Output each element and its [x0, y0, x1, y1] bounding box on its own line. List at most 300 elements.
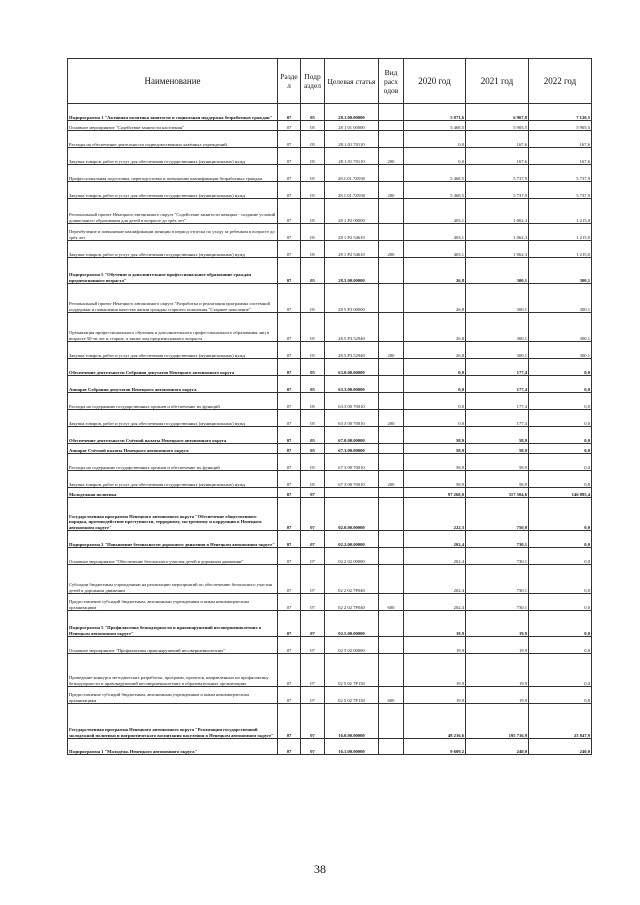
- row-value-2022: 0,0: [529, 410, 592, 427]
- table-row: [68, 313, 592, 342]
- row-value-2022: 0,0: [529, 359, 592, 376]
- row-section: 07: [278, 410, 301, 427]
- row-value-2021: 167,6: [466, 148, 529, 165]
- row-value-2021: 730,1: [466, 531, 529, 548]
- row-target-article: 28 1 P2 54610: [325, 224, 379, 241]
- header-year-2020: 2020 год: [404, 59, 466, 104]
- row-value-2021: 5 905,5: [466, 121, 529, 131]
- row-value-2021: 58,9: [466, 471, 529, 488]
- row-value-2022: 0,0: [529, 376, 592, 393]
- row-section: 07: [278, 131, 301, 148]
- row-value-2022: 0,0: [529, 498, 592, 531]
- row-value-2021: 5 737,9: [466, 165, 529, 182]
- row-value-2020: 403,1: [404, 199, 466, 224]
- row-value-2021: 167,6: [466, 131, 529, 148]
- row-subsection: 07: [301, 531, 325, 548]
- row-value-2020: 26,8: [404, 258, 466, 284]
- row-section: 07: [278, 654, 301, 687]
- table-row: [68, 427, 592, 444]
- row-value-2022: 5 905,5: [529, 121, 592, 131]
- table-row: [68, 654, 592, 687]
- table-row: [68, 565, 592, 594]
- row-value-2022: 300,1: [529, 284, 592, 313]
- row-expense-type: 200: [379, 241, 404, 258]
- row-expense-type: [379, 393, 404, 410]
- row-expense-type: [379, 704, 404, 739]
- page-number: 38: [314, 862, 326, 876]
- row-subsection: 07: [301, 594, 325, 611]
- row-expense-type: 200: [379, 471, 404, 488]
- row-value-2022: 0,0: [529, 637, 592, 654]
- row-section: 07: [278, 199, 301, 224]
- row-subsection: 05: [301, 148, 325, 165]
- row-subsection: 05: [301, 359, 325, 376]
- row-value-2021: 300,1: [466, 342, 529, 359]
- row-value-2020: 0,0: [404, 410, 466, 427]
- row-value-2022: 0,0: [529, 548, 592, 565]
- row-target-article: 28.5.00.00000: [325, 258, 379, 284]
- table-row: [68, 687, 592, 704]
- row-value-2022: 5 737,9: [529, 182, 592, 199]
- row-target-article: 28 1 P2 00000: [325, 199, 379, 224]
- row-name: Предоставление субсидий бюджетным, автономным учреждениям и иным некоммерческим организациям: [68, 687, 278, 704]
- row-name: Подпрограмма 5 "Профилактика безнадзорности и правонарушений несовершеннолетних в Ненецком автономном округе": [68, 611, 278, 637]
- row-value-2021: 195 716,9: [466, 704, 529, 739]
- row-value-2020: 202,4: [404, 594, 466, 611]
- table-row: [68, 284, 592, 313]
- table-row: [68, 104, 592, 121]
- row-value-2020: 403,1: [404, 241, 466, 258]
- row-target-article: 16.0.00.00000: [325, 704, 379, 739]
- row-value-2020: 403,1: [404, 224, 466, 241]
- row-value-2022: 0,0: [529, 565, 592, 594]
- row-section: 07: [278, 342, 301, 359]
- row-name: Субсидии бюджетным учреждениям на реализацию мероприятий по обеспечению безопасного участия детей в дорожном движении: [68, 565, 278, 594]
- header-name: Наименование: [68, 59, 278, 104]
- row-value-2022: 240,0: [529, 739, 592, 755]
- row-value-2020: 0,0: [404, 359, 466, 376]
- row-value-2020: 19,9: [404, 611, 466, 637]
- row-expense-type: [379, 104, 404, 121]
- row-expense-type: [379, 258, 404, 284]
- row-value-2020: 9 609,2: [404, 739, 466, 755]
- row-subsection: 05: [301, 131, 325, 148]
- row-value-2022: 300,1: [529, 258, 592, 284]
- row-expense-type: [379, 454, 404, 471]
- row-target-article: 28 1 01 00000: [325, 121, 379, 131]
- table-row: [68, 498, 592, 531]
- table-row: [68, 224, 592, 241]
- row-target-article: [325, 488, 379, 498]
- row-value-2021: 1 062,3: [466, 224, 529, 241]
- row-value-2022: 25 847,9: [529, 704, 592, 739]
- row-target-article: 63.3 00 70010: [325, 393, 379, 410]
- row-name: Закупка товаров, работ и услуг для обеспечения государственных (муниципальных) нужд: [68, 342, 278, 359]
- row-value-2020: 0,0: [404, 393, 466, 410]
- row-subsection: 05: [301, 444, 325, 454]
- row-expense-type: [379, 739, 404, 755]
- row-name: Подпрограмма 1 "Молодёжь Ненецкого автономного округа": [68, 739, 278, 755]
- row-value-2020: 48 216,6: [404, 704, 466, 739]
- table-row: [68, 182, 592, 199]
- row-value-2020: 0,0: [404, 131, 466, 148]
- table-row: [68, 359, 592, 376]
- row-expense-type: [379, 488, 404, 498]
- row-subsection: 05: [301, 182, 325, 199]
- row-value-2021: 58,9: [466, 454, 529, 471]
- row-value-2022: 0,0: [529, 454, 592, 471]
- row-expense-type: [379, 531, 404, 548]
- row-value-2022: 146 885,4: [529, 488, 592, 498]
- row-expense-type: [379, 498, 404, 531]
- row-value-2021: 5 737,9: [466, 182, 529, 199]
- table-row: [68, 258, 592, 284]
- row-target-article: 28.1.01.70110: [325, 148, 379, 165]
- row-section: 07: [278, 224, 301, 241]
- row-expense-type: 200: [379, 182, 404, 199]
- row-expense-type: 200: [379, 148, 404, 165]
- row-section: 07: [278, 359, 301, 376]
- table-row: [68, 531, 592, 548]
- row-value-2020: 58,9: [404, 427, 466, 444]
- row-subsection: 07: [301, 704, 325, 739]
- row-name: Закупка товаров, работ и услуг для обеспечения государственных (муниципальных) нужд: [68, 148, 278, 165]
- row-value-2022: 0,0: [529, 427, 592, 444]
- row-value-2020: 19,9: [404, 654, 466, 687]
- row-section: 07: [278, 241, 301, 258]
- row-name: Государственная программа Ненецкого автономного округа "Реализация государственной молодежной политики и патриотического воспитания населения в Ненецком автономном округе": [68, 704, 278, 739]
- row-target-article: 67.0.00.00000: [325, 427, 379, 444]
- row-section: 07: [278, 594, 301, 611]
- row-subsection: 07: [301, 654, 325, 687]
- table-row: [68, 165, 592, 182]
- row-target-article: 28.5.P3.52940: [325, 342, 379, 359]
- row-name: Молодежная политика: [68, 488, 278, 498]
- row-section: 07: [278, 687, 301, 704]
- row-target-article: 02 5 02 7P130: [325, 687, 379, 704]
- row-value-2021: 177,4: [466, 410, 529, 427]
- row-expense-type: [379, 376, 404, 393]
- row-section: 07: [278, 454, 301, 471]
- table-header-row: [68, 59, 592, 104]
- row-value-2022: 0,0: [529, 531, 592, 548]
- table-row: [68, 471, 592, 488]
- row-value-2021: 300,1: [466, 258, 529, 284]
- table-row: [68, 594, 592, 611]
- row-target-article: 16.1.00.00000: [325, 739, 379, 755]
- table-row: [68, 454, 592, 471]
- row-value-2021: 750,0: [466, 498, 529, 531]
- row-name: Предоставление субсидий бюджетным, автономным учреждениям и иным некоммерческим организациям: [68, 594, 278, 611]
- row-name: Региональный проект Ненецкого автономного округа "Разработка и реализация программы системной поддержки и повышения качества жизни граждан старшего поколения "Старшее поколение": [68, 284, 278, 313]
- row-value-2020: 58,9: [404, 471, 466, 488]
- table-row: [68, 739, 592, 755]
- table-row: [68, 342, 592, 359]
- row-name: Аппарат Счётной палаты Ненецкого автономного округа: [68, 444, 278, 454]
- row-name: Обеспечение деятельности Собрания депутатов Ненецкого автономного округа: [68, 359, 278, 376]
- row-value-2020: 26,8: [404, 284, 466, 313]
- table-row: [68, 548, 592, 565]
- row-target-article: 63.0.00.00000: [325, 359, 379, 376]
- row-section: 07: [278, 611, 301, 637]
- row-section: 07: [278, 165, 301, 182]
- row-subsection: 05: [301, 410, 325, 427]
- row-subsection: 07: [301, 687, 325, 704]
- row-target-article: 02 2 02 7P040: [325, 565, 379, 594]
- table-row: [68, 444, 592, 454]
- header-year-2022: 2022 год: [529, 59, 592, 104]
- row-name: Профессиональная подготовка, переподготовка и повышение квалификации безработных граждан: [68, 165, 278, 182]
- row-name: Подпрограмма 2 "Повышение безопасности дорожного движения в Ненецком автономном округе": [68, 531, 278, 548]
- row-subsection: 05: [301, 241, 325, 258]
- row-value-2020: 58,9: [404, 454, 466, 471]
- table-body: [68, 104, 592, 755]
- row-section: 07: [278, 121, 301, 131]
- row-value-2021: 19,9: [466, 654, 529, 687]
- row-value-2020: 97 268,0: [404, 488, 466, 498]
- row-subsection: 05: [301, 121, 325, 131]
- row-name: Подпрограмма 5 "Обучение и дополнительное профессиональное образование граждан предпенсионного возраста": [68, 258, 278, 284]
- row-value-2022: 0,0: [529, 687, 592, 704]
- row-target-article: 28 1 P2 54610: [325, 241, 379, 258]
- row-section: 07: [278, 313, 301, 342]
- header-section: Разде л: [278, 59, 301, 104]
- row-name: Расходы на обеспечение деятельности подведомственных казённых учреждений: [68, 131, 278, 148]
- row-subsection: 07: [301, 488, 325, 498]
- row-name: Обеспечение деятельности Счётной палаты Ненецкого автономного округа: [68, 427, 278, 444]
- row-name: Проведение конкурса методических разработок, программ, проектов, направленных на профилактику безнадзорности и правонарушений несовершеннолетних в образовательных организациях: [68, 654, 278, 687]
- budget-table-sheet: [67, 58, 591, 755]
- row-section: 07: [278, 531, 301, 548]
- row-section: 07: [278, 258, 301, 284]
- row-target-article: 28.1.01.7Z030: [325, 182, 379, 199]
- row-subsection: 07: [301, 637, 325, 654]
- row-expense-type: 600: [379, 594, 404, 611]
- header-target-article: Целевая статья: [325, 59, 379, 104]
- row-target-article: 28.1.01.70110: [325, 131, 379, 148]
- row-section: 07: [278, 637, 301, 654]
- row-section: 07: [278, 498, 301, 531]
- row-expense-type: [379, 444, 404, 454]
- row-name: Переобучение и повышение квалификации женщин в период отпуска по уходу за ребенком в возрасте до трёх лет: [68, 224, 278, 241]
- row-value-2021: 6 967,8: [466, 104, 529, 121]
- row-expense-type: [379, 224, 404, 241]
- row-name: Расходы на содержание государственных органов и обеспечение их функций: [68, 393, 278, 410]
- row-value-2021: 1 062,3: [466, 199, 529, 224]
- row-expense-type: [379, 121, 404, 131]
- row-value-2020: 19,9: [404, 687, 466, 704]
- row-name: Закупка товаров, работ и услуг для обеспечения государственных (муниципальных) нужд: [68, 410, 278, 427]
- table-row: [68, 611, 592, 637]
- row-name: Организация профессионального обучения и дополнительного профессионального образования лиц в возрасте 50-ти лет и старше, а также лиц предпенсионного возраста: [68, 313, 278, 342]
- row-target-article: 02.2.00.00000: [325, 531, 379, 548]
- row-target-article: 63.3.00.00000: [325, 376, 379, 393]
- header-year-2021: 2021 год: [466, 59, 529, 104]
- row-expense-type: [379, 548, 404, 565]
- row-expense-type: [379, 637, 404, 654]
- row-target-article: 28.1.01.7Z030: [325, 165, 379, 182]
- row-expense-type: [379, 199, 404, 224]
- row-target-article: 28.1.00.00000: [325, 104, 379, 121]
- row-value-2021: 730,1: [466, 565, 529, 594]
- row-target-article: 63 3 00 70010: [325, 410, 379, 427]
- row-value-2022: 1 215,0: [529, 241, 592, 258]
- row-section: 07: [278, 471, 301, 488]
- row-target-article: 02 5 02 00000: [325, 637, 379, 654]
- row-value-2021: 19,9: [466, 611, 529, 637]
- row-value-2020: 5 468,5: [404, 182, 466, 199]
- row-expense-type: [379, 654, 404, 687]
- table-row: [68, 241, 592, 258]
- row-value-2020: 26,8: [404, 342, 466, 359]
- row-expense-type: [379, 313, 404, 342]
- header-subsection: Подр аздел: [301, 59, 325, 104]
- row-section: 07: [278, 739, 301, 755]
- table-row: [68, 410, 592, 427]
- table-row: [68, 393, 592, 410]
- row-subsection: 07: [301, 498, 325, 531]
- row-section: 07: [278, 393, 301, 410]
- row-value-2022: 300,1: [529, 313, 592, 342]
- row-value-2020: 202,4: [404, 531, 466, 548]
- row-target-article: 02 2 02 7P040: [325, 594, 379, 611]
- row-value-2021: 58,9: [466, 427, 529, 444]
- row-section: 07: [278, 444, 301, 454]
- row-subsection: 05: [301, 393, 325, 410]
- row-value-2020: 58,9: [404, 444, 466, 454]
- row-value-2022: 0,0: [529, 611, 592, 637]
- row-expense-type: 600: [379, 687, 404, 704]
- row-target-article: 02.5.00.00000: [325, 611, 379, 637]
- row-target-article: 02 5 02 7P130: [325, 654, 379, 687]
- row-value-2022: 167,6: [529, 148, 592, 165]
- row-value-2022: 300,1: [529, 342, 592, 359]
- table-row: [68, 131, 592, 148]
- row-expense-type: [379, 359, 404, 376]
- row-subsection: 07: [301, 739, 325, 755]
- row-subsection: 05: [301, 165, 325, 182]
- row-section: 07: [278, 148, 301, 165]
- row-value-2021: 1 062,3: [466, 241, 529, 258]
- row-value-2020: 19,9: [404, 637, 466, 654]
- row-value-2022: 167,6: [529, 131, 592, 148]
- row-value-2020: 5 468,5: [404, 165, 466, 182]
- table-row: [68, 704, 592, 739]
- row-value-2022: 1 215,0: [529, 224, 592, 241]
- row-section: 07: [278, 488, 301, 498]
- row-value-2022: 0,0: [529, 393, 592, 410]
- row-target-article: 67.3.00.00000: [325, 444, 379, 454]
- row-subsection: 05: [301, 471, 325, 488]
- row-subsection: 05: [301, 199, 325, 224]
- row-name: Подпрограмма 1 "Активная политика занятости и социальная поддержка безработных граждан": [68, 104, 278, 121]
- header-expense-type: Вид расх одов: [379, 59, 404, 104]
- row-subsection: 05: [301, 224, 325, 241]
- row-subsection: 05: [301, 104, 325, 121]
- row-value-2021: 177,4: [466, 376, 529, 393]
- row-value-2021: 177,4: [466, 359, 529, 376]
- row-subsection: 05: [301, 342, 325, 359]
- table-row: [68, 121, 592, 131]
- row-name: Основное мероприятие "Профилактика правонарушений несовершеннолетних": [68, 637, 278, 654]
- row-value-2021: 730,1: [466, 548, 529, 565]
- row-name: Государственная программа Ненецкого автономного округа "Обеспечение общественного порядка, противодействие преступности, терроризму, экстремизму и коррупции в Ненецком автономном округе": [68, 498, 278, 531]
- row-subsection: 07: [301, 611, 325, 637]
- row-section: 07: [278, 565, 301, 594]
- row-subsection: 05: [301, 454, 325, 471]
- row-target-article: 02 2 02 00000: [325, 548, 379, 565]
- row-subsection: 07: [301, 548, 325, 565]
- table-row: [68, 637, 592, 654]
- row-value-2022: 1 215,0: [529, 199, 592, 224]
- row-section: 07: [278, 704, 301, 739]
- row-section: 07: [278, 104, 301, 121]
- row-value-2021: 19,9: [466, 637, 529, 654]
- table-row: [68, 148, 592, 165]
- row-value-2021: 58,9: [466, 444, 529, 454]
- row-expense-type: [379, 131, 404, 148]
- row-subsection: 05: [301, 376, 325, 393]
- row-name: Региональный проект Ненецкого автономного округа "Содействие занятости женщин - создание условий дошкольного образования для детей в возрасте до трёх лет": [68, 199, 278, 224]
- row-name: Закупка товаров, работ и услуг для обеспечения государственных (муниципальных) нужд: [68, 241, 278, 258]
- row-section: 07: [278, 376, 301, 393]
- row-value-2020: 0,0: [404, 148, 466, 165]
- row-subsection: 05: [301, 258, 325, 284]
- row-section: 07: [278, 427, 301, 444]
- row-value-2021: 317 504,6: [466, 488, 529, 498]
- table-row: [68, 488, 592, 498]
- row-value-2020: 202,4: [404, 548, 466, 565]
- row-name: Основное мероприятие "Обеспечение безопасного участия детей в дорожном движении": [68, 548, 278, 565]
- row-name: Закупка товаров, работ и услуг для обеспечения государственных (муниципальных) нужд: [68, 471, 278, 488]
- row-section: 07: [278, 284, 301, 313]
- row-subsection: 07: [301, 565, 325, 594]
- row-value-2021: 300,1: [466, 284, 529, 313]
- table-row: [68, 199, 592, 224]
- row-value-2021: 240,0: [466, 739, 529, 755]
- row-subsection: 05: [301, 427, 325, 444]
- row-subsection: 05: [301, 313, 325, 342]
- row-target-article: 02.0.00.00000: [325, 498, 379, 531]
- row-value-2020: 202,4: [404, 565, 466, 594]
- row-expense-type: [379, 565, 404, 594]
- budget-table: [67, 58, 592, 755]
- row-value-2021: 730,1: [466, 594, 529, 611]
- row-value-2022: 5 737,9: [529, 165, 592, 182]
- row-value-2020: 0,0: [404, 376, 466, 393]
- row-name: Основное мероприятие "Содействие занятости населения": [68, 121, 278, 131]
- row-value-2022: 0,0: [529, 444, 592, 454]
- row-name: Закупка товаров, работ и услуг для обеспечения государственных (муниципальных) нужд: [68, 182, 278, 199]
- row-value-2022: 0,0: [529, 654, 592, 687]
- row-value-2021: 177,4: [466, 393, 529, 410]
- row-value-2020: 26,8: [404, 313, 466, 342]
- table-row: [68, 376, 592, 393]
- row-value-2020: 5 468,5: [404, 121, 466, 131]
- row-value-2021: 19,9: [466, 687, 529, 704]
- row-expense-type: [379, 427, 404, 444]
- row-section: 07: [278, 182, 301, 199]
- row-target-article: 28.5.P3.52940: [325, 313, 379, 342]
- row-expense-type: 200: [379, 410, 404, 427]
- row-target-article: 28 5 P3 00000: [325, 284, 379, 313]
- row-value-2020: 222,3: [404, 498, 466, 531]
- row-value-2022: 7 120,5: [529, 104, 592, 121]
- row-value-2021: 300,1: [466, 313, 529, 342]
- row-value-2022: 0,0: [529, 471, 592, 488]
- row-value-2020: 5 871,6: [404, 104, 466, 121]
- row-expense-type: [379, 284, 404, 313]
